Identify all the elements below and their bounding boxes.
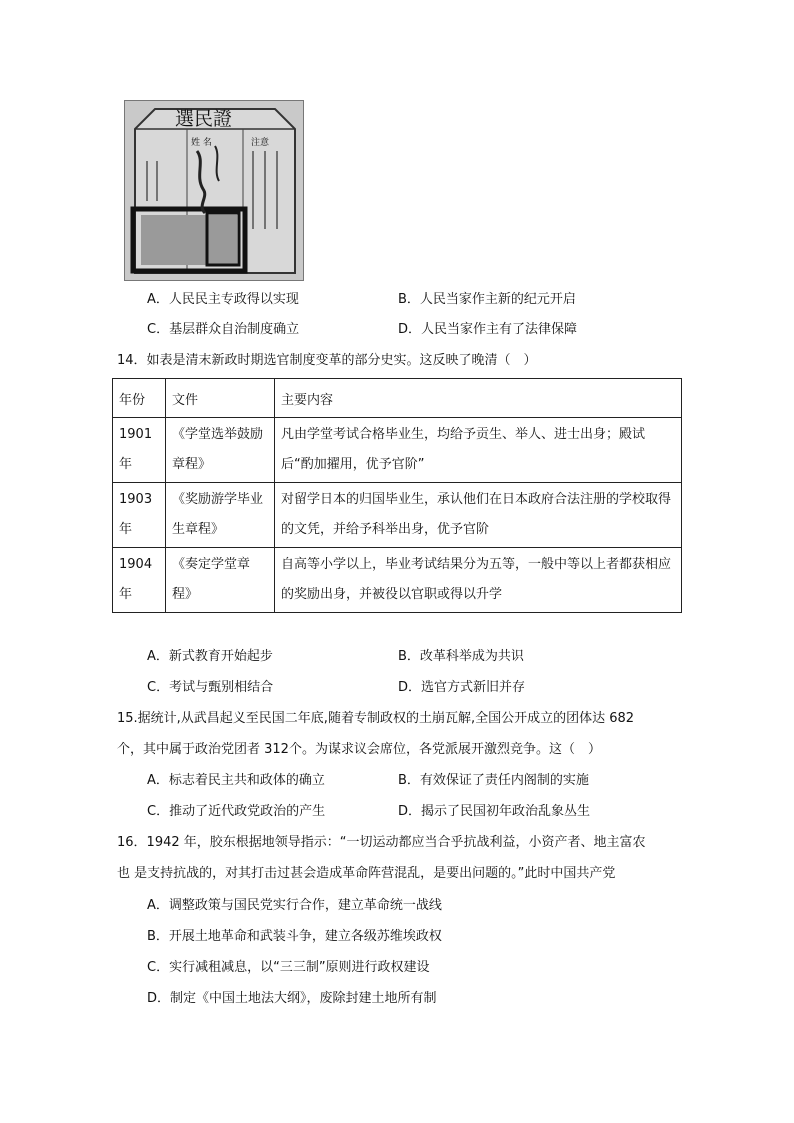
cell-content: 自高等小学以上，毕业考试结果分为五等，一般中等以上者都获相应的奖励出身，并被役以官职或得以升学 (275, 548, 682, 613)
table-header-row (113, 379, 682, 418)
option-text: 标志着民主共和政体的确立 (168, 773, 325, 788)
cell-year: 1904年 (113, 548, 166, 613)
option-text: 人民当家作主新的纪元开启 (419, 292, 576, 307)
certificate-notes-label: 注意 (251, 138, 270, 148)
q15-option-c[interactable] (147, 804, 325, 820)
cell-content: 对留学日本的归国毕业生，承认他们在日本政府合法注册的学校取得的文凭，并给予科举出身，优予官阶 (275, 483, 682, 548)
option-text: 人民当家作主有了法律保障 (421, 322, 578, 337)
option-text: 考试与甄别相结合 (169, 680, 274, 695)
option-text: 新式教育开始起步 (168, 649, 273, 664)
option-text: 实行减租减息，以“三三制”原则进行政权建设 (169, 960, 430, 975)
table-row (113, 548, 682, 613)
cell-document: 《奖励游学毕业生章程》 (166, 483, 275, 548)
option-text: 人民民主专政得以实现 (168, 292, 299, 307)
option-letter: A． (147, 649, 169, 664)
table-row (113, 483, 682, 548)
certificate-name-label: 姓 名 (191, 138, 212, 148)
option-text: 有效保证了责任内阁制的实施 (419, 773, 589, 788)
option-letter: A． (147, 898, 169, 913)
option-text: 制定《中国土地法大纲》，废除封建土地所有制 (170, 991, 437, 1006)
q13-option-b[interactable] (398, 292, 576, 308)
certificate-title: 選民證 (175, 108, 233, 130)
q15-stem-line-1: 15.据统计,从武昌起义至民国二年底,随着专制政权的土崩瓦解,全国公开成立的团体达 682 (117, 711, 635, 726)
option-text: 调整政策与国民党实行合作，建立革命统一战线 (168, 898, 442, 913)
option-letter: B． (398, 292, 420, 307)
option-letter: D． (147, 991, 171, 1006)
option-letter: C． (147, 680, 170, 695)
option-text: 推动了近代政党政治的产生 (169, 804, 326, 819)
cell-document: 《奏定学堂章程》 (166, 548, 275, 613)
certificate-drawing (125, 101, 304, 281)
q14-option-b[interactable] (398, 649, 524, 665)
q14-option-d[interactable] (398, 680, 525, 696)
option-letter: A． (147, 292, 169, 307)
table-row (113, 418, 682, 483)
option-text: 改革科举成为共识 (419, 649, 524, 664)
header-content: 主要内容 (275, 379, 682, 418)
q15-option-d[interactable] (398, 804, 590, 820)
option-text: 开展土地革命和武装斗争，建立各级苏维埃政权 (168, 929, 442, 944)
option-letter: A． (147, 773, 169, 788)
option-letter: B． (398, 649, 420, 664)
q16-option-b[interactable] (147, 929, 442, 945)
option-letter: D． (398, 322, 422, 337)
q14-stem: 14．如表是清末新政时期选官制度变革的部分史实。这反映了晚清（ ） (117, 353, 537, 368)
option-letter: D． (398, 680, 422, 695)
q15-option-b[interactable] (398, 773, 589, 789)
option-letter: D． (398, 804, 422, 819)
cell-content: 凡由学堂考试合格毕业生，均给予贡生、举人、进士出身；殿试后“酌加擢用，优予官阶” (275, 418, 682, 483)
q15-stem-line-2: 个，其中属于政治党团者 312个。为谋求议会席位，各党派展开激烈竞争。这（ ） (117, 742, 601, 757)
option-letter: B． (398, 773, 420, 788)
option-letter: C． (147, 804, 170, 819)
cell-year: 1901年 (113, 418, 166, 483)
header-year: 年份 (113, 379, 166, 418)
option-text: 基层群众自治制度确立 (169, 322, 300, 337)
option-letter: B． (147, 929, 169, 944)
q16-stem-line-2: 也 是支持抗战的，对其打击过甚会造成革命阵营混乱，是要出问题的。”此时中国共产党 (117, 866, 616, 881)
q14-option-c[interactable] (147, 680, 273, 696)
option-text: 揭示了民国初年政治乱象丛生 (421, 804, 591, 819)
option-text: 选官方式新旧并存 (421, 680, 526, 695)
voter-certificate-image (124, 100, 304, 281)
q14-option-a[interactable] (147, 649, 273, 665)
cell-document: 《学堂选举鼓励章程》 (166, 418, 275, 483)
header-document: 文件 (166, 379, 275, 418)
option-letter: C． (147, 960, 170, 975)
q16-stem-line-1: 16．1942 年，胶东根据地领导指示：“一切运动都应当合乎抗战利益，小资产者、地主富农 (117, 835, 646, 850)
option-letter: C． (147, 322, 170, 337)
q16-option-d[interactable] (147, 991, 437, 1007)
q14-table (112, 378, 682, 613)
q13-option-c[interactable] (147, 322, 299, 338)
cell-year: 1903年 (113, 483, 166, 548)
q16-option-c[interactable] (147, 960, 430, 976)
q15-option-a[interactable] (147, 773, 325, 789)
q16-option-a[interactable] (147, 898, 442, 914)
q13-option-a[interactable] (147, 292, 299, 308)
q13-option-d[interactable] (398, 322, 577, 338)
